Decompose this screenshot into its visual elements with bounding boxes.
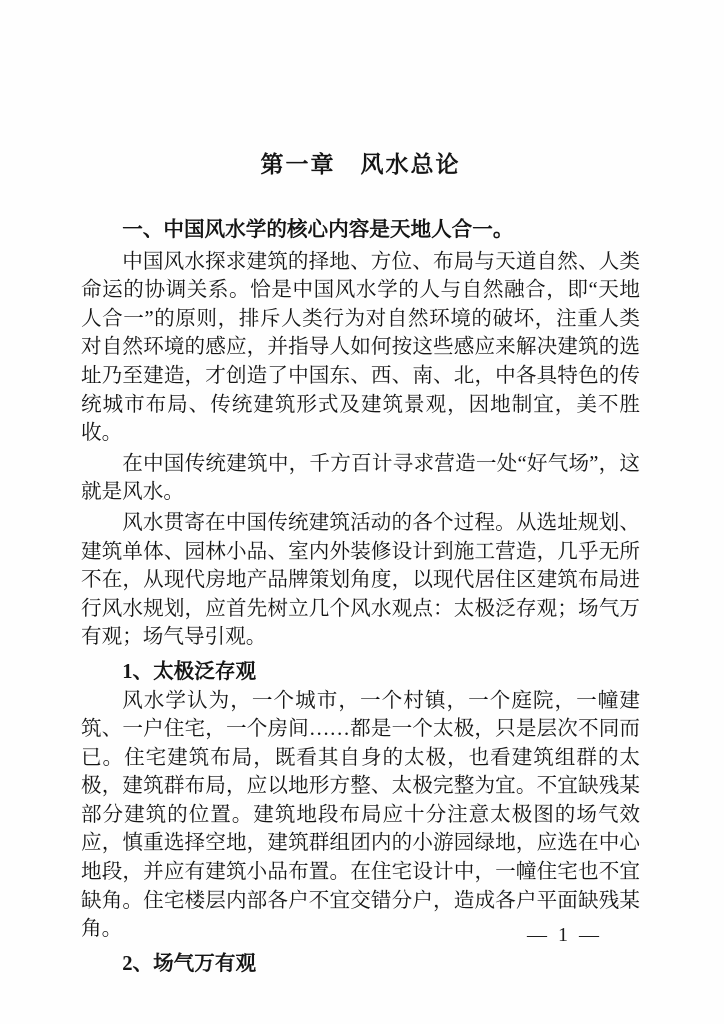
subheading-taiji-view: 1、太极泛存观 [122,660,257,683]
page-number: — 1 — [527,924,602,946]
subheading-changqi-view: 2、场气万有观 [122,952,257,975]
section-heading-core-content: 一、中国风水学的核心内容是天地人合一。 [122,219,514,241]
paragraph-fengshui-process: 风水贯寄在中国传统建筑活动的各个过程。从选址规划、建筑单体、园林小品、室内外装修设计到施工营造，几乎无所不在，从现代房地产品牌策划角度，以现代居住区建筑布局进行风水规划，应首先树立几个风水观点：太极泛存观；场气万有观；场气导引观。 [81,511,640,649]
paragraph-taiji-view-body: 风水学认为，一个城市，一个村镇，一个庭院，一幢建筑、一户住宅，一个房间……都是一个太极，只是层次不同而已。住宅建筑布局，既看其自身的太极，也看建筑组群的太极，建筑群布局，应以地形方整、太极完整为宜。不宜缺残某部分建筑的位置。建筑地段布局应十分注意太极图的场气效应，慎重选择空地，建筑群组团内的小游园绿地，应选在中心地段，并应有建筑小品布置。在住宅设计中，一幢住宅也不宜缺角。住宅楼层内部各户不宜交错分户，造成各户平面缺残某角。 [81,689,640,941]
paragraph-fengshui-overview: 中国风水探求建筑的择地、方位、布局与天道自然、人类命运的协调关系。恰是中国风水学的人与自然融合，即“天地人合一”的原则，排斥人类行为对自然环境的破坏，注重人类对自然环境的感应，并指导人如何按这些感应来解决建筑的选址乃至建造，才创造了中国东、西、南、北，中各具特色的传统城市布局、传统建筑形式及建筑景观，因地制宜，美不胜收。 [81,250,640,445]
paragraph-good-qi-field: 在中国传统建筑中，千方百计寻求营造一处“好气场”，这就是风水。 [81,452,640,504]
chapter-title: 第一章 风水总论 [260,152,461,177]
